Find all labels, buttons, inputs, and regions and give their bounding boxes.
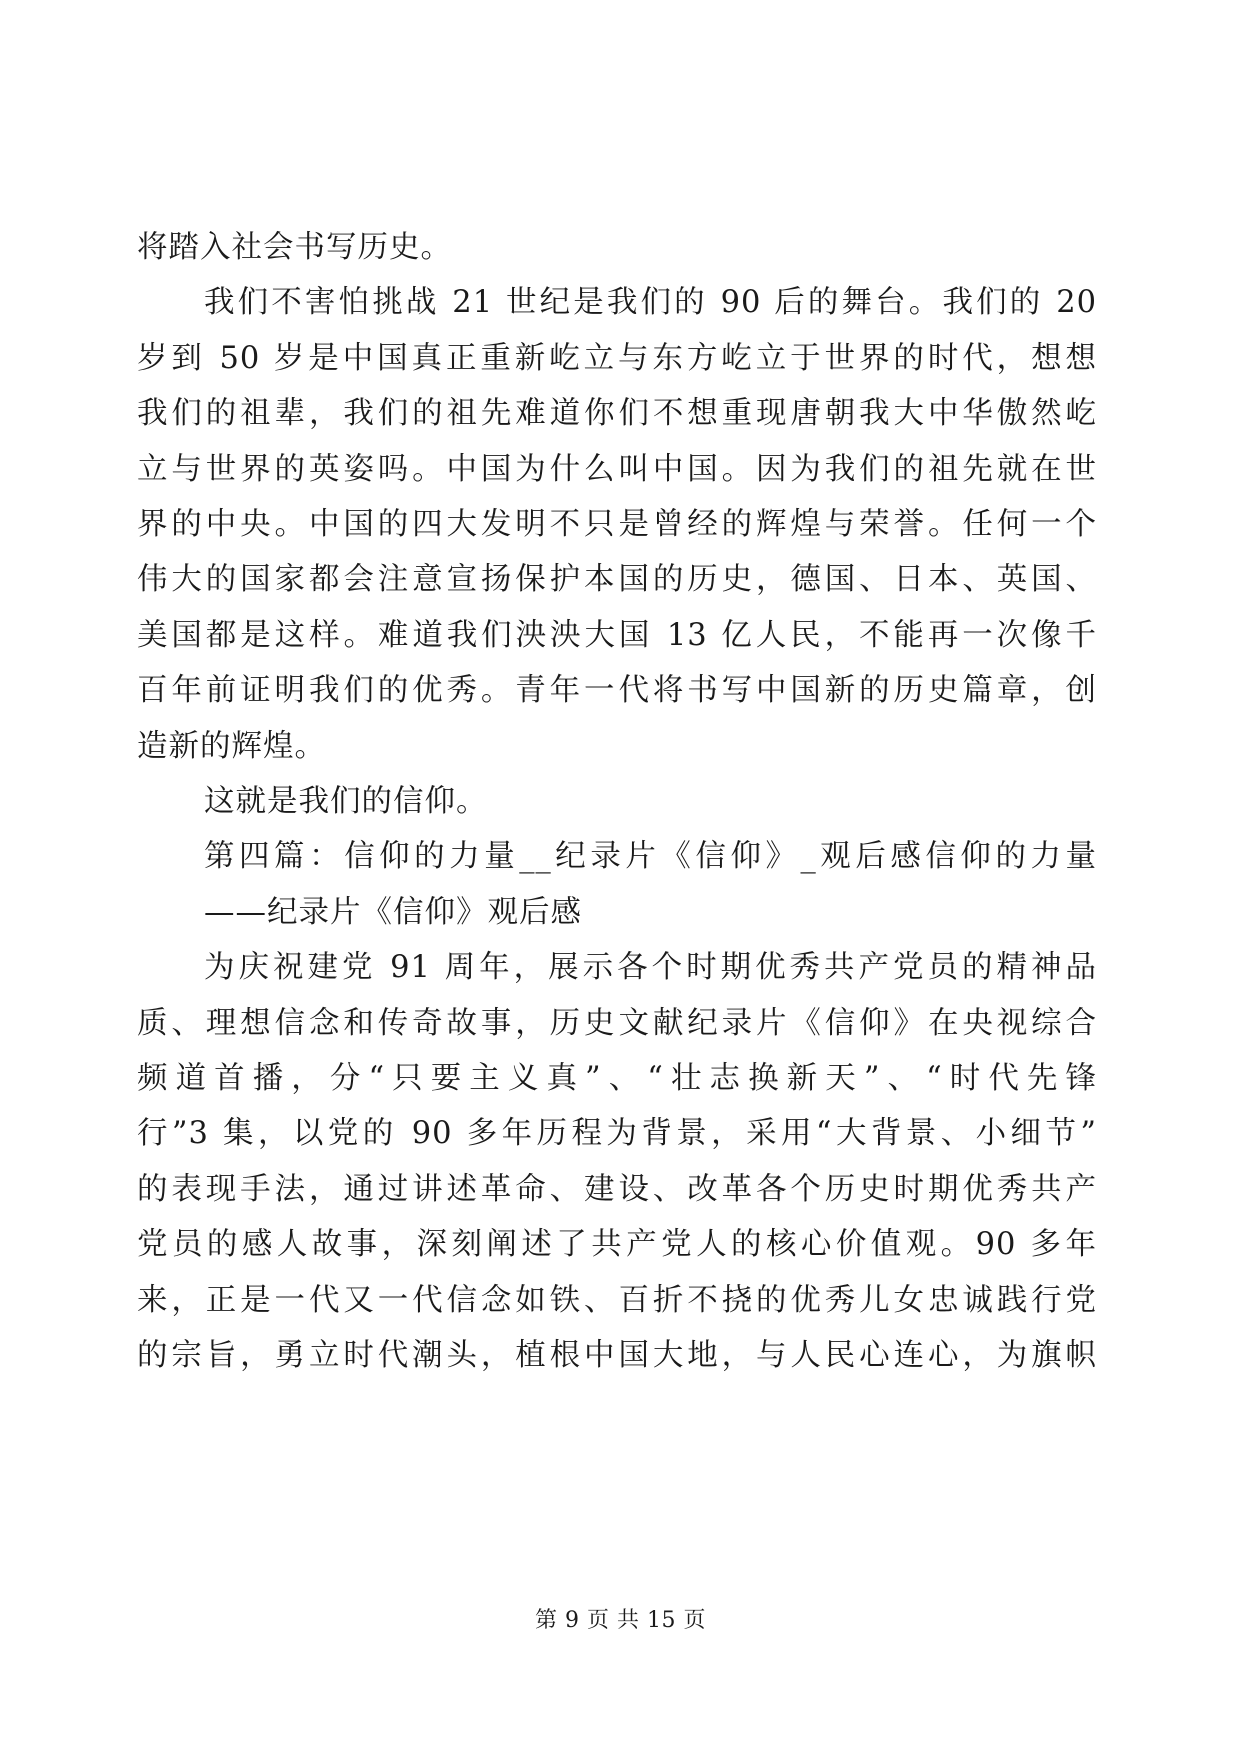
text-line: 我们不害怕挑战 21 世纪是我们的 90 后的舞台。我们的 20 (204, 285, 1097, 321)
text-line: 行”3 集，以党的 90 多年历程为背景，采用“大背景、小细节” (137, 1116, 1097, 1152)
text-line: 为庆祝建党 91 周年，展示各个时期优秀共产党员的精神品 (204, 950, 1097, 986)
text-line: 造新的辉煌。 (137, 728, 326, 764)
text-line: 来，正是一代又一代信念如铁、百折不挠的优秀儿女忠诚践行党 (137, 1282, 1097, 1318)
text-line: 美国都是这样。难道我们泱泱大国 13 亿人民，不能再一次像千 (137, 617, 1097, 653)
text-line: ——纪录片《信仰》观后感 (204, 894, 582, 930)
text-line: 这就是我们的信仰。 (204, 784, 488, 819)
text-line: 立与世界的英姿吗。中国为什么叫中国。因为我们的祖先就在世 (137, 451, 1097, 487)
text-line: 的表现手法，通过讲述革命、建设、改革各个历史时期优秀共产 (137, 1171, 1097, 1207)
text-line: 党员的感人故事，深刻阐述了共产党人的核心价值观。90 多年 (137, 1227, 1097, 1263)
text-line: 我们的祖辈，我们的祖先难道你们不想重现唐朝我大中华傲然屹 (137, 396, 1097, 432)
text-line: 伟大的国家都会注意宣扬保护本国的历史，德国、日本、英国、 (137, 562, 1097, 598)
text-line: 岁到 50 岁是中国真正重新屹立与东方屹立于世界的时代，想想 (137, 340, 1097, 376)
text-line: 第四篇：信仰的力量__纪录片《信仰》_观后感信仰的力量 (204, 839, 1097, 875)
text-line: 将踏入社会书写历史。 (137, 230, 452, 265)
page-footer: 第 9 页 共 15 页 (535, 1608, 706, 1633)
text-line: 的宗旨，勇立时代潮头，植根中国大地，与人民心连心，为旗帜 (137, 1338, 1097, 1373)
text-line: 质、理想信念和传奇故事，历史文献纪录片《信仰》在央视综合 (137, 1005, 1097, 1041)
text-line: 百年前证明我们的优秀。青年一代将书写中国新的历史篇章，创 (137, 673, 1097, 709)
text-line: 频道首播，分“只要主义真”、“壮志换新天”、“时代先锋 (137, 1061, 1097, 1096)
text-line: 界的中央。中国的四大发明不只是曾经的辉煌与荣誉。任何一个 (137, 507, 1097, 542)
